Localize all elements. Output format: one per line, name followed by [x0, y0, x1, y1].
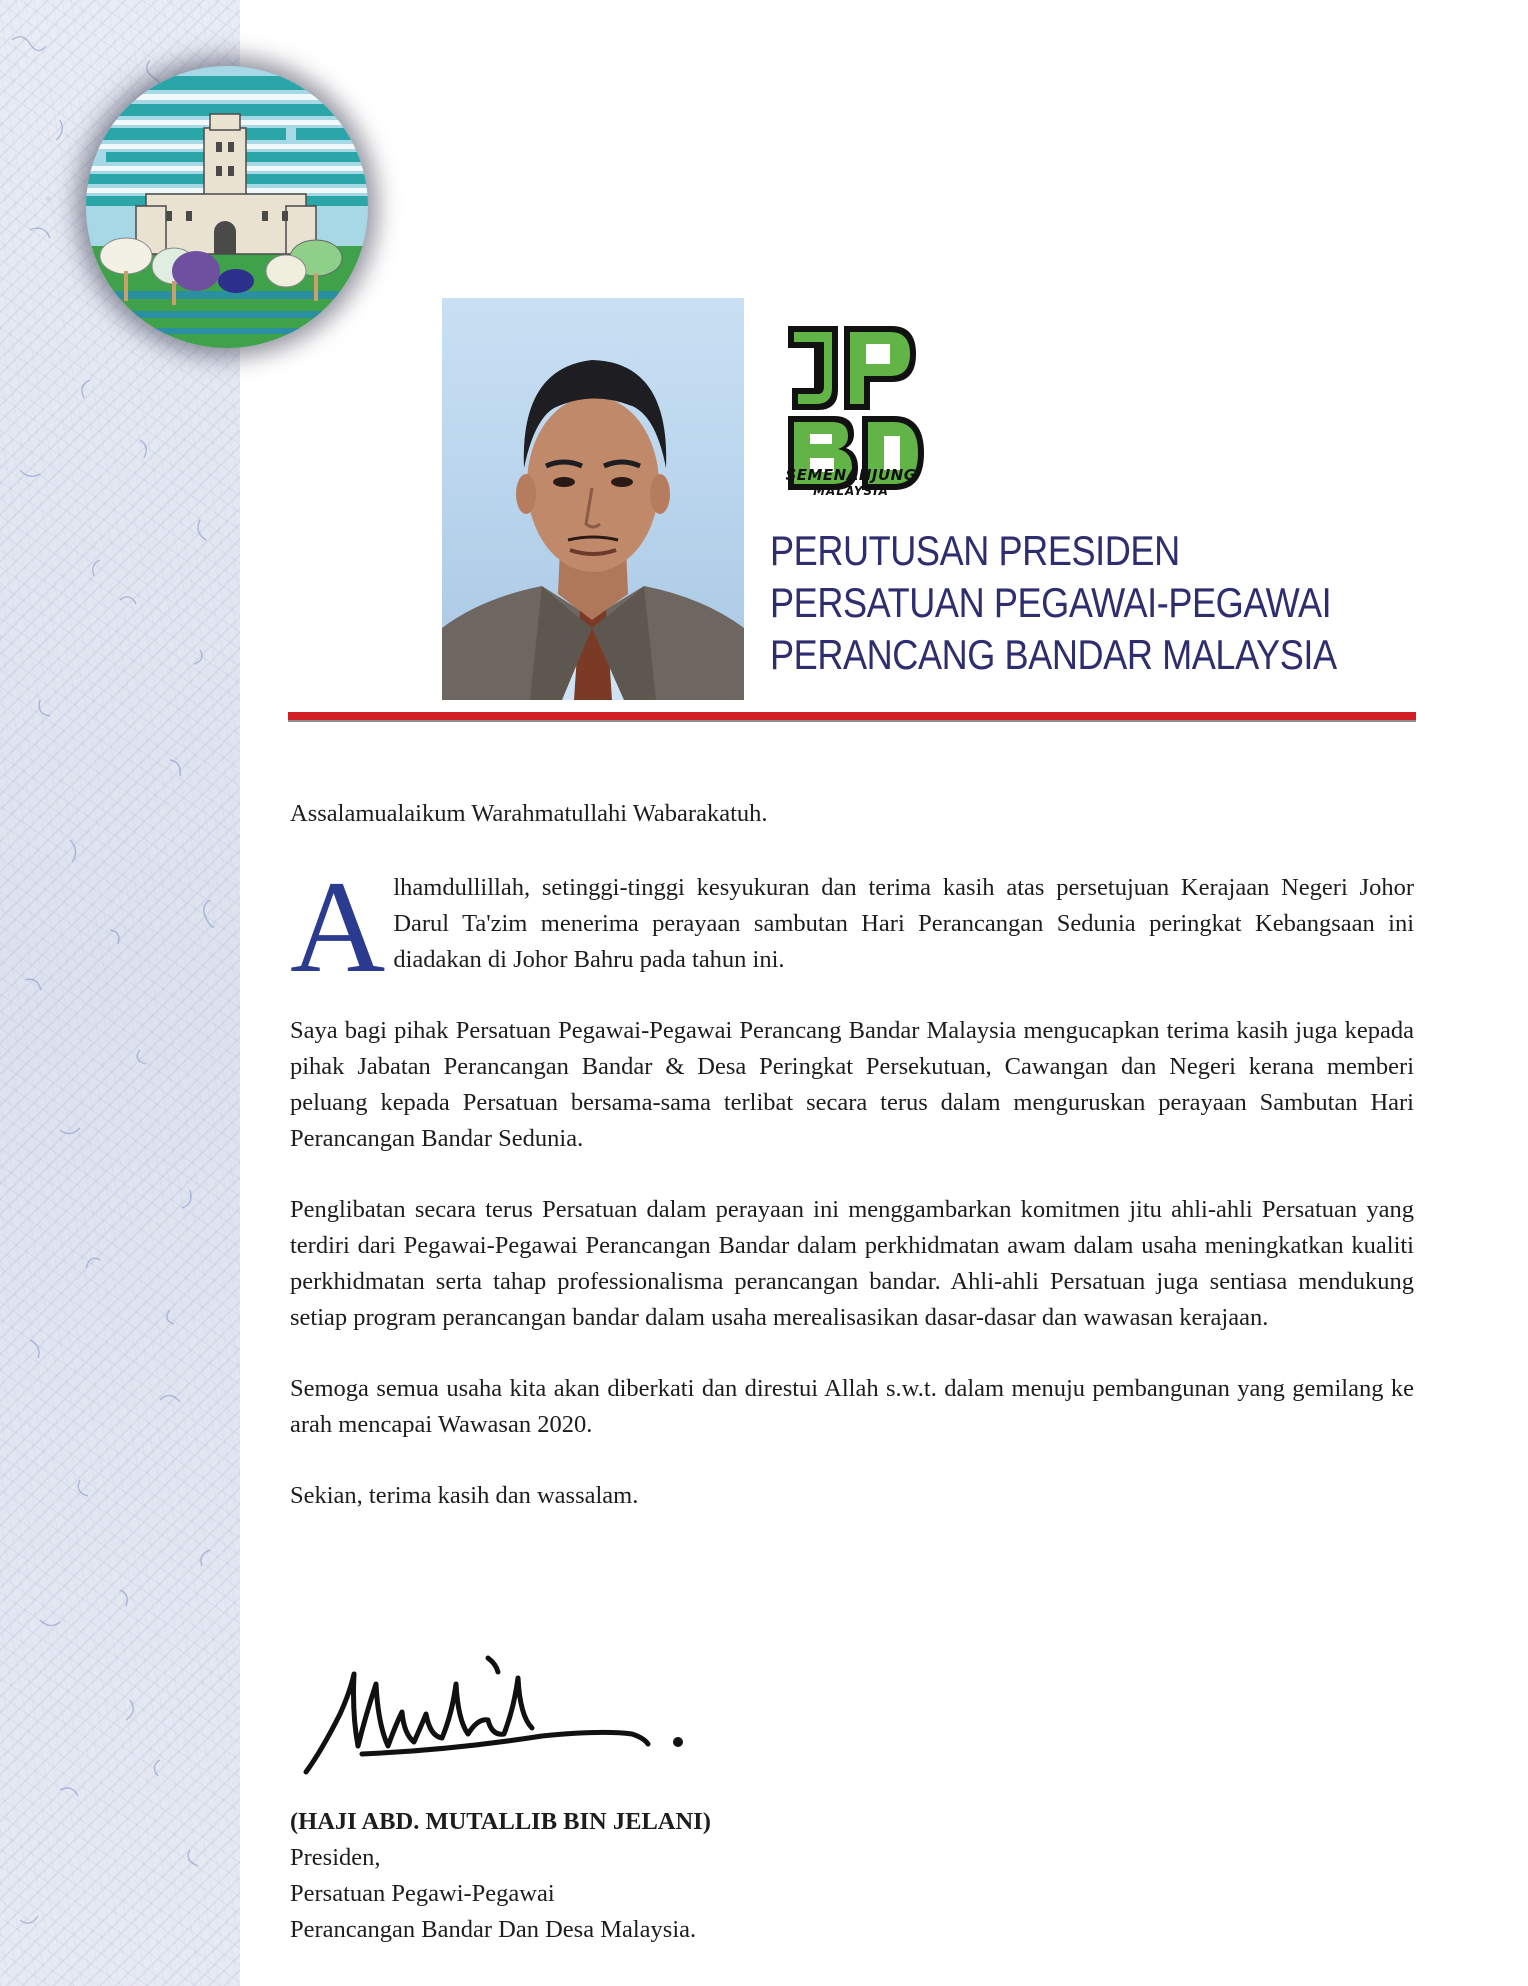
drop-cap: A: [290, 853, 386, 1000]
paragraph-3: Penglibatan secara terus Persatuan dalam perayaan ini menggambarkan komitmen jitu ahli-ahli Persatuan yang terdiri dari Pegawai-Pegawai Perancangan Bandar dalam perkhidmatan awam dalam usaha meningkatkan kualiti perkhidmatan serta tahap professionalisma perancangan bandar. Ahli-ahli Persatuan juga sentiasa mendukung setiap program perancangan bandar dalam usaha merealisasikan dasar-dasar dan wawasan kerajaan.: [290, 1196, 1414, 1331]
handwritten-signature: [292, 1654, 772, 1784]
logo-caption: [776, 468, 926, 497]
logo-caption-line1: SEMENANJUNG: [785, 466, 917, 484]
message-body: [290, 796, 1414, 1549]
president-portrait: [442, 298, 744, 700]
signer-org-line-2: Perancangan Bandar Dan Desa Malaysia.: [290, 1916, 697, 1943]
title-line-1: PERUTUSAN PRESIDEN: [770, 527, 1180, 574]
title-line-2: PERSATUAN PEGAWAI-PEGAWAI: [770, 579, 1332, 626]
signer-org-line-1: Persatuan Pegawi-Pegawai: [290, 1880, 555, 1907]
logo-caption-line2: MALAYSIA: [813, 484, 889, 498]
paragraph-4: Semoga semua usaha kita akan diberkati dan direstui Allah s.w.t. dalam menuju pembangunan yang gemilang ke arah mencapai Wawasan 2020.: [290, 1375, 1414, 1438]
paragraph-2: Saya bagi pihak Persatuan Pegawai-Pegawai Perancang Bandar Malaysia mengucapkan terima kasih juga kepada pihak Jabatan Perancangan Bandar & Desa Peringkat Persekutuan, Cawangan dan Negeri kerana memberi peluang kepada Persatuan bersama-sama terlibat secara terus dalam menguruskan perayaan Sambutan Hari Perancangan Bandar Sedunia.: [290, 1017, 1414, 1152]
closing: Sekian, terima kasih dan wassalam.: [290, 1482, 639, 1509]
signer-position: Presiden,: [290, 1844, 381, 1871]
greeting: Assalamualaikum Warahmatullahi Wabarakatuh.: [290, 800, 768, 827]
paragraph-1-text: lhamdullillah, setinggi-tinggi kesyukuran dan terima kasih atas persetujuan Kerajaan Negeri Johor Darul Ta'zim menerima perayaan sambutan Hari Perancangan Sedunia peringkat Kebangsaan ini diadakan di Johor Bahru pada tahun ini.: [393, 874, 1414, 973]
emblem-building-logo: [86, 66, 368, 348]
emblem-illustration: [86, 66, 368, 348]
title-line-3: PERANCANG BANDAR MALAYSIA: [770, 631, 1337, 678]
signer-name: (HAJI ABD. MUTALLIB BIN JELANI): [290, 1808, 711, 1835]
signature-block: [290, 1804, 711, 1948]
paragraph-1: [290, 853, 1414, 1000]
title-divider: [288, 712, 1416, 720]
page-title: [770, 525, 1337, 681]
portrait-illustration: [442, 298, 744, 700]
